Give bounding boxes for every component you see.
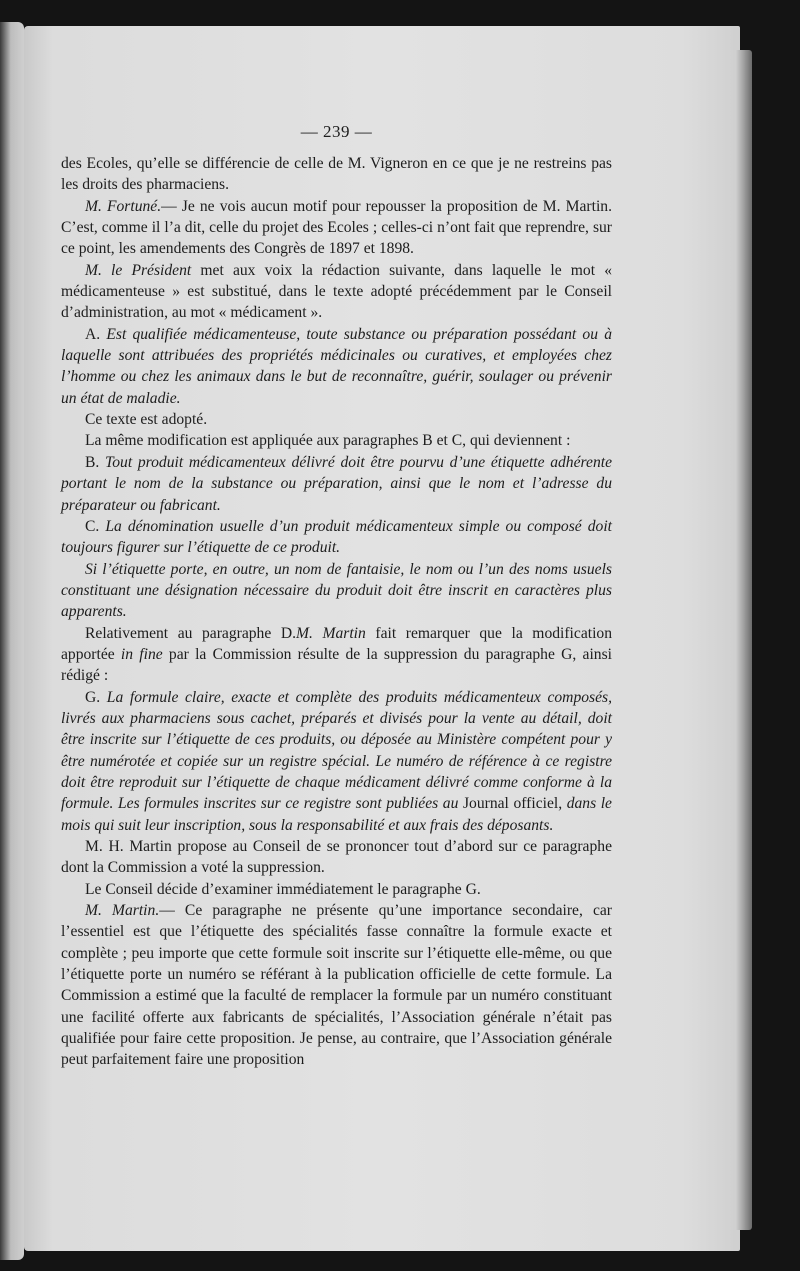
facing-page-edge bbox=[0, 22, 24, 1260]
paragraph-c: C. La dénomination usuelle d’un produit médicamenteux simple ou composé doit toujours figurer sur l’étiquette de ce produit. bbox=[61, 517, 612, 557]
speaker-name: M. Martin. bbox=[85, 902, 160, 920]
paragraph-14: M. Martin.— Ce paragraphe ne présente qu’une importance secondaire, car l’essentiel est que l’étiquette des spécialités fasse connaître la formule exacte et complète ; peu importe que cette formule soit inscrite sur l’étiquette elle-même, ou que l’étiquette porte un numéro se référant à la publication officielle de cette formule. La Commission a estimé que la faculté de remplacer la formule par un numéro constituant une facilité offerte aux fabricants de spécialités, l’Association générale n’était pas qualifiée pour faire cette proposition. Je pense, au contraire, que l’Association générale peut parfaitement faire une proposition bbox=[61, 902, 612, 1069]
paragraph-label: B. bbox=[85, 453, 100, 471]
paragraph-label: G. bbox=[85, 688, 101, 706]
paragraph-6: La même modification est appliquée aux paragraphes B et C, qui deviennent : bbox=[85, 432, 571, 450]
paragraph-2: M. Fortuné.— Je ne vois aucun motif pour repousser la proposition de M. Martin. C’est, comme il l’a dit, celle du projet des Ecoles ; celles-ci n’ont fait que reprendre, sur ce point, les amendements des Congrès de 1897 et 1898. bbox=[61, 197, 612, 258]
paragraph-9: Si l’étiquette porte, en outre, un nom de fantaisie, le nom ou l’un des noms usuels constituant une désignation nécessaire du produit doit être inscrit en caractères plus apparents. bbox=[61, 560, 612, 621]
paragraph-a: A. Est qualifiée médicamenteuse, toute substance ou préparation possédant ou à laquelle sont attribuées des propriétés médicinales ou curatives, et employées chez l’homme ou chez les animaux dans le but de reconnaître, guérir, soulager ou prévenir un état de maladie. bbox=[61, 325, 612, 407]
page-number: — 239 — bbox=[300, 122, 373, 141]
paragraph-13: Le Conseil décide d’examiner immédiatement le paragraphe G. bbox=[85, 880, 481, 898]
page-stack-edge bbox=[736, 50, 752, 1230]
paragraph-label: A. bbox=[85, 325, 101, 343]
speaker-name: M. Martin bbox=[296, 624, 366, 642]
paragraph-5: Ce texte est adopté. bbox=[85, 411, 208, 429]
paragraph-3: M. le Président met aux voix la rédaction suivante, dans laquelle le mot « médicamenteuse » est substitué, dans le texte adopté précédemment par le Conseil d’administration, au mot « médicament ». bbox=[61, 261, 612, 322]
paragraph-10: Relativement au paragraphe D.M. Martin fait remarquer que la modification apportée in fine par la Commission résulte de la suppression du paragraphe G, ainsi rédigé : bbox=[61, 624, 612, 685]
paragraph-1: des Ecoles, qu’elle se différencie de celle de M. Vigneron en ce que je ne restreins pas les droits des pharmaciens. bbox=[61, 155, 612, 194]
speaker-name: M. Fortuné. bbox=[85, 197, 162, 215]
paragraph-b: B. Tout produit médicamenteux délivré doit être pourvu d’une étiquette adhérente portant le nom de la substance ou préparation, ainsi que le nom et l’adresse du préparateur ou fabricant. bbox=[61, 453, 612, 514]
paragraph-12: M. H. Martin propose au Conseil de se prononcer tout d’abord sur ce paragraphe dont la Commission a voté la suppression. bbox=[61, 838, 612, 877]
paragraph-g: G. La formule claire, exacte et complète des produits médicamenteux composés, livrés aux pharmaciens sous cachet, préparés et divisés pour la vente au détail, doit être inscrite sur l’étiquette de ces produits, ou déposée au Ministère compétent pour y être numérotée et copiée sur un registre spécial. Le numéro de référence à ce registre doit être reproduit sur l’étiquette de chaque médicament délivré comme conforme à la formule. Les formules inscrites sur ce registre sont publiées au Journal officiel, dans le mois qui suit leur inscription, sous la responsabilité et aux frais des déposants. bbox=[61, 688, 612, 834]
speaker-name: M. le Président bbox=[85, 261, 192, 279]
page-text-block bbox=[61, 118, 612, 1071]
paragraph-label: C. bbox=[85, 517, 100, 535]
